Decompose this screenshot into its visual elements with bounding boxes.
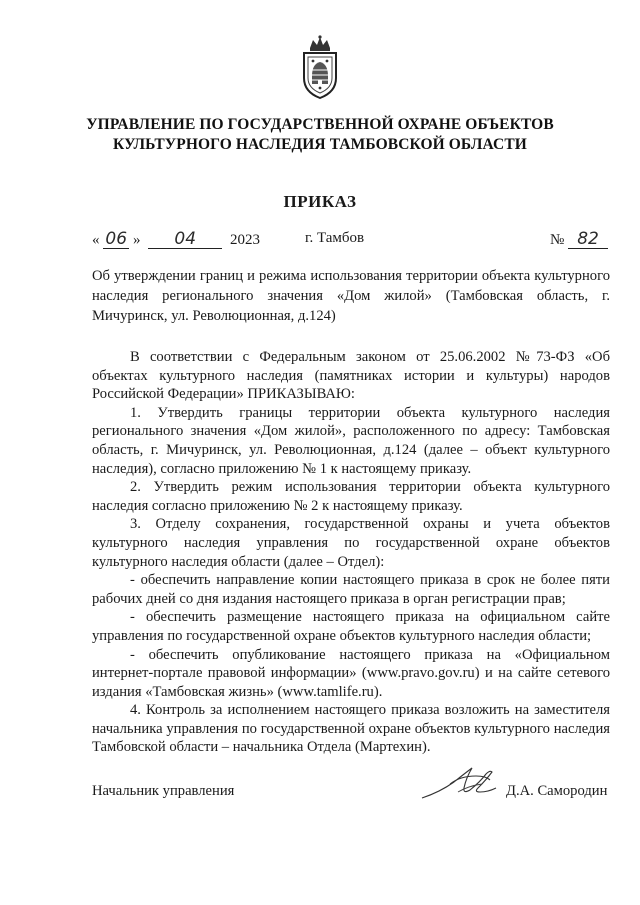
body-paragraph: 1. Утвердить границы территории объекта культурного наследия регионального значения «Дом жилой», расположенного по адресу: Тамбовская область, г. Мичуринск, ул. Революционная, д.124 (далее – объект культурного наследия), согласно приложению № 1 к настоящему приказу. (92, 404, 610, 477)
order-body (92, 348, 610, 757)
body-paragraph: 4. Контроль за исполнением настоящего приказа возложить на заместителя начальника управления по государственной охране объектов культурного наследия Тамбовской области – начальника Отдела (Мартехин). (92, 702, 610, 756)
quote-open: « (92, 232, 100, 248)
body-paragraph: - обеспечить размещение настоящего приказа на официальном сайте управления по государственной охране объектов культурного наследия области; (92, 609, 610, 644)
body-paragraph: - обеспечить опубликование настоящего приказа на «Официальном интернет-портале правовой информации» (www.pravo.gov.ru) и на сайте сетевого издания «Тамбовская жизнь» (www.tamlife.ru). (92, 646, 610, 700)
order-day: 06 (103, 230, 129, 249)
body-paragraph: В соответствии с Федеральным законом от 25.06.2002 №73-ФЗ «Об объектах культурного наследия (памятниках истории и культуры) народов Российской Федерации» ПРИКАЗЫВАЮ: (92, 349, 610, 403)
document-type: ПРИКАЗ (283, 192, 357, 211)
quote-close: » (133, 232, 141, 248)
body-paragraph: 3. Отделу сохранения, государственной охраны и учета объектов культурного наследия управления по государственной охране объектов культурного наследия области (далее – Отдел): (92, 516, 610, 570)
order-number (550, 230, 608, 249)
handwritten-signature (420, 762, 500, 802)
organization-name-line2: КУЛЬТУРНОГО НАСЛЕДИЯ ТАМБОВСКОЙ ОБЛАСТИ (113, 136, 527, 153)
signatory-position: Начальник управления (92, 783, 235, 799)
organization-name-line1: УПРАВЛЕНИЕ ПО ГОСУДАРСТВЕННОЙ ОХРАНЕ ОБЪЕКТОВ (86, 116, 554, 133)
order-city: г. Тамбов (305, 230, 365, 246)
body-paragraph: 2. Утвердить режим использования территории объекта культурного наследия согласно приложению № 2 к настоящему приказу. (92, 479, 610, 514)
order-date (92, 230, 260, 249)
body-paragraph: - обеспечить направление копии настоящего приказа в срок не более пяти рабочих дней со дня издания настоящего приказа в орган регистрации прав; (92, 572, 610, 607)
coat-of-arms-icon (298, 34, 342, 100)
order-month: 04 (148, 230, 222, 249)
signatory-name: Д.А. Самородин (506, 783, 608, 799)
number-sign: № (550, 232, 565, 248)
order-subject: Об утверждении границ и режима использования территории объекта культурного наследия регионального значения «Дом жилой» (Тамбовская область, г. Мичуринск, ул. Революционная, д.124) (92, 268, 610, 324)
order-year: 2023 (230, 232, 260, 248)
order-number-value: 82 (568, 230, 608, 249)
